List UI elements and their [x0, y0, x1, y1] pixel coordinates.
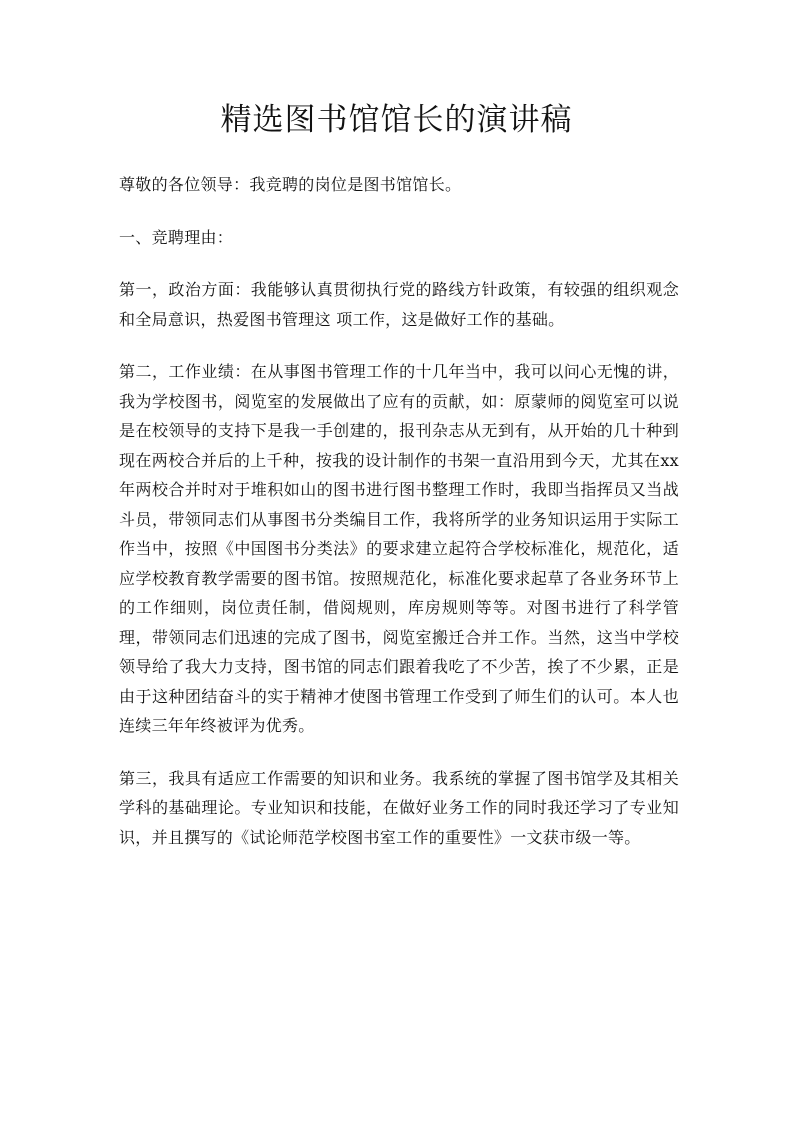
section-heading-paragraph: 一、竞聘理由：: [119, 227, 234, 247]
document-body: [119, 170, 679, 875]
body-paragraph-achievements: 第二，工作业绩：在从事图书管理工作的十几年当中，我可以问心无愧的讲，我为学校图书，阅览室的发展做出了应有的贡献，如：原蒙师的阅览室可以说是在校领导的支持下是我一手创建的，报刊杂志从无到有，从开始的几十种到现在两校合并后的上千种，按我的设计制作的书架一直沿用到今天，尤其在xx年两校合并时对于堆积如山的图书进行图书整理工作时，我即当指挥员又当战斗员，带领同志们从事图书分类编目工作，我将所学的业务知识运用于实际工作当中，按照《中国图书分类法》的要求建立起符合学校标准化，规范化，适应学校教育教学需要的图书馆。按照规范化，标准化要求起草了各业务环节上的工作细则，岗位责任制，借阅规则，库房规则等等。对图书进行了科学管理，带领同志们迅速的完成了图书，阅览室搬迁合并工作。当然，这当中学校领导给了我大力支持，图书馆的同志们跟着我吃了不少苦，挨了不少累，正是由于这种团结奋斗的实于精神才使图书管理工作受到了师生们的认可。本人也连续三年年终被评为优秀。: [119, 362, 679, 735]
body-paragraph-political: 第一，政治方面：我能够认真贯彻执行党的路线方针政策，有较强的组织观念和全局意识，热爱图书管理这 项工作，这是做好工作的基础。: [119, 280, 679, 329]
body-paragraph-knowledge: 第三，我具有适应工作需要的知识和业务。我系统的掌握了图书馆学及其相关学科的基础理论。专业知识和技能，在做好业务工作的同时我还学习了专业知识，并且撰写的《试论师范学校图书室工作的重要性》一文获市级一等。: [119, 768, 679, 847]
salutation-paragraph: 尊敬的各位领导：我竞聘的岗位是图书馆馆长。: [119, 175, 462, 194]
document-title: 精选图书馆馆长的演讲稿: [220, 102, 573, 138]
